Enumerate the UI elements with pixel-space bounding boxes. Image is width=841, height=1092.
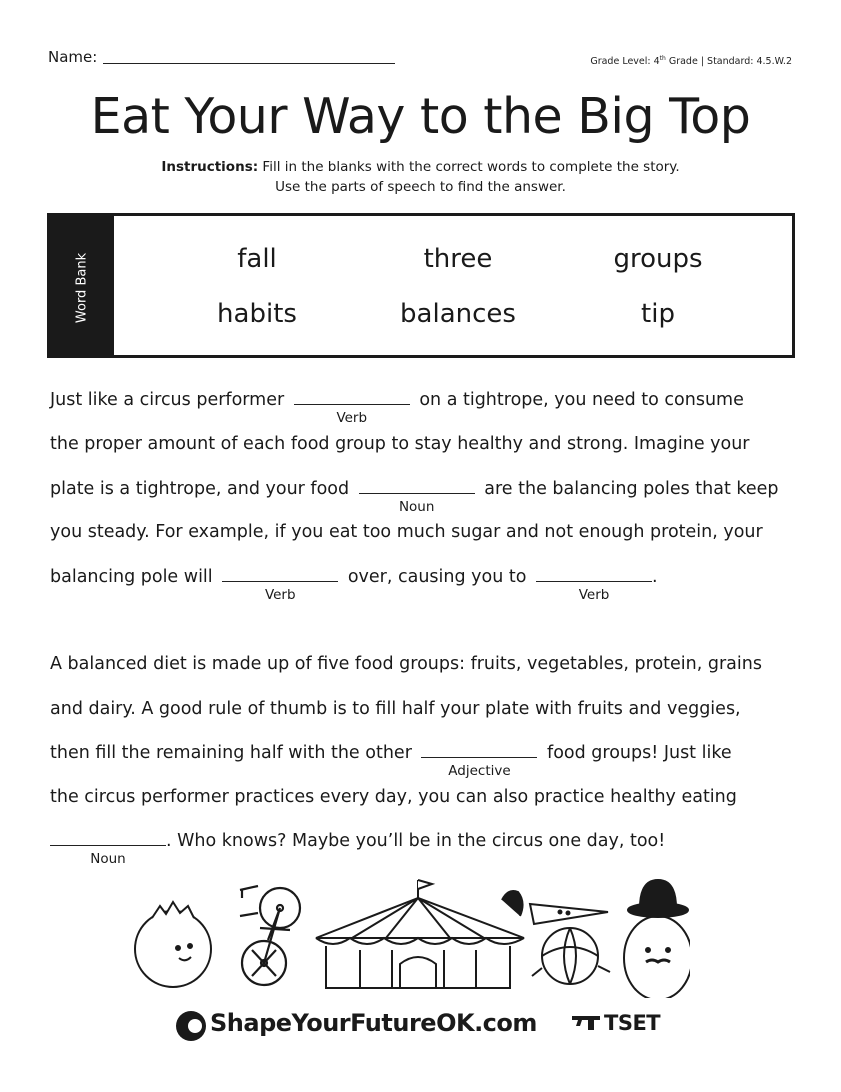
word-bank-box xyxy=(47,213,795,358)
word-bank-word: habits xyxy=(217,299,297,329)
circus-tent-illustration xyxy=(316,880,524,988)
ball-illustration xyxy=(532,928,610,984)
story-line: A balanced diet is made up of five food groups: fruits, vegetables, protein, grains xyxy=(50,654,762,674)
story-line: balancing pole will Verb over, causing you to Verb . xyxy=(50,567,658,603)
carrot-illustration xyxy=(502,891,608,924)
story-line: you steady. For example, if you eat too much sugar and not enough protein, your xyxy=(50,522,763,542)
part-of-speech-label: Noun xyxy=(398,499,435,515)
name-field-line[interactable] xyxy=(103,63,395,64)
story-line: then fill the remaining half with the other Adjective food groups! Just like xyxy=(50,743,732,779)
word-bank-word: three xyxy=(423,244,493,274)
word-bank-word: balances xyxy=(400,299,516,329)
story-line: and dairy. A good rule of thumb is to fill half your plate with fruits and veggies, xyxy=(50,699,741,719)
blank-verb-3[interactable] xyxy=(536,567,652,603)
tset-logo-icon xyxy=(570,1012,602,1034)
word-bank-word: groups xyxy=(613,244,703,274)
word-bank-sidebar xyxy=(50,216,114,355)
instructions: Instructions: Fill in the blanks with the correct words to complete the story. Use the parts of speech to find the answer. xyxy=(161,159,680,195)
bicycle-illustration xyxy=(240,886,300,985)
story-line: Noun . Who knows? Maybe you’ll be in the circus one day, too! xyxy=(50,831,665,851)
story-line: plate is a tightrope, and your food Noun are the balancing poles that keep xyxy=(50,479,779,515)
footer-org: TSET xyxy=(604,1011,661,1035)
blank-noun-2[interactable] xyxy=(50,831,166,867)
name-label: Name: xyxy=(48,48,98,66)
lemon-with-hat-illustration xyxy=(624,880,690,998)
blank-adjective-1[interactable] xyxy=(421,743,537,779)
word-bank-label: Word Bank xyxy=(74,252,90,324)
part-of-speech-label: Verb xyxy=(578,587,610,603)
part-of-speech-label: Noun xyxy=(90,851,126,867)
part-of-speech-label: Adjective xyxy=(448,763,511,779)
page-title: Eat Your Way to the Big Top xyxy=(90,88,751,145)
word-bank-word: tip xyxy=(641,299,675,329)
part-of-speech-label: Verb xyxy=(264,587,296,603)
illustrations-row xyxy=(130,868,690,998)
story-line: the circus performer practices every day, you can also practice healthy eating xyxy=(50,787,737,807)
shape-your-future-logo-icon xyxy=(175,1010,207,1042)
grade-standard-label: Grade Level: 4th Grade | Standard: 4.5.W.2 xyxy=(590,55,792,68)
story-line: Just like a circus performer Verb on a tightrope, you need to consume xyxy=(50,390,744,426)
tomato-illustration xyxy=(135,902,211,987)
blank-verb-1[interactable] xyxy=(294,390,410,426)
footer-website: ShapeYourFutureOK.com xyxy=(210,1009,537,1037)
word-bank-word: fall xyxy=(237,244,277,274)
blank-verb-2[interactable] xyxy=(222,567,338,603)
part-of-speech-label: Verb xyxy=(336,410,368,426)
blank-noun-1[interactable] xyxy=(359,479,475,515)
story-line: the proper amount of each food group to stay healthy and strong. Imagine your xyxy=(50,434,750,454)
